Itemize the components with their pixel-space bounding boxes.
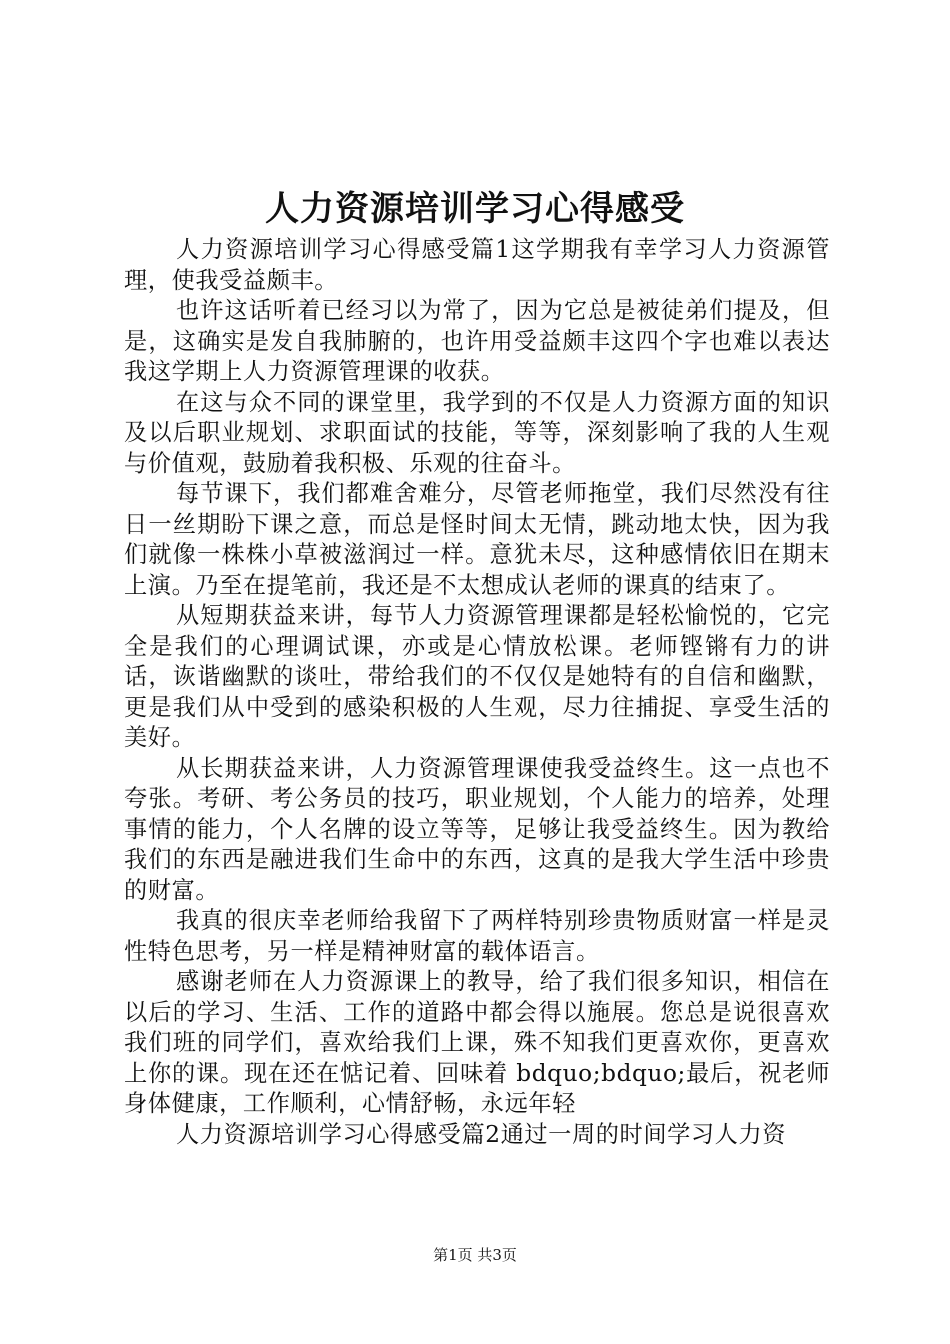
- paragraph-3: 在这与众不同的课堂里，我学到的不仅是人力资源方面的知识及以后职业规划、求职面试的技能，等等，深刻影响了我的人生观与价值观，鼓励着我积极、乐观的往奋斗。: [124, 388, 830, 477]
- paragraph-9: 人力资源培训学习心得感受篇2通过一周的时间学习人力资: [176, 1120, 787, 1148]
- paragraph-6: 从长期获益来讲，人力资源管理课使我受益终生。这一点也不夸张。考研、考公务员的技巧，职业规划，个人能力的培养，处理事情的能力，个人名牌的设立等等，足够让我受益终生。因为教给我们的东西是融进我们生命中的东西，这真的是我大学生活中珍贵的财富。: [124, 754, 830, 904]
- paragraph-4: 每节课下，我们都难舍难分，尽管老师拖堂，我们尽然没有往日一丝期盼下课之意，而总是怪时间太无情，跳动地太快，因为我们就像一株株小草被滋润过一样。意犹未尽，这种感情依旧在期末上演。乃至在提笔前，我还是不太想成认老师的课真的结束了。: [124, 480, 830, 599]
- page-footer: 第1页 共3页: [433, 1246, 517, 1264]
- document-body: [124, 235, 830, 1150]
- paragraph-2: 也许这话听着已经习以为常了，因为它总是被徒弟们提及，但是，这确实是发自我肺腑的，也许用受益颇丰这四个字也难以表达我这学期上人力资源管理课的收获。: [124, 297, 830, 385]
- paragraph-7: 我真的很庆幸老师给我留下了两样特别珍贵物质财富一样是灵性特色思考，另一样是精神财富的载体语言。: [124, 907, 830, 965]
- paragraph-5: 从短期获益来讲，每节人力资源管理课都是轻松愉悦的，它完全是我们的心理调试课，亦或是心情放松课。老师铿锵有力的讲话，诙谐幽默的谈吐，带给我们的不仅仅是她特有的自信和幽默，更是我们从中受到的感染积极的人生观，尽力往捕捉、享受生活的美好。: [124, 602, 830, 751]
- paragraph-1: 人力资源培训学习心得感受篇1这学期我有幸学习人力资源管理，使我受益颇丰。: [124, 236, 830, 294]
- document-title: 人力资源培训学习心得感受: [265, 189, 685, 229]
- paragraph-8: 感谢老师在人力资源课上的教导，给了我们很多知识，相信在以后的学习、生活、工作的道路中都会得以施展。您总是说很喜欢我们班的同学们，喜欢给我们上课，殊不知我们更喜欢你，更喜欢上你的课。现在还在惦记着、回味着 bdquo;bdquo;最后，祝老师身体健康，工作顺利，心情舒畅，永远年轻: [124, 968, 830, 1117]
